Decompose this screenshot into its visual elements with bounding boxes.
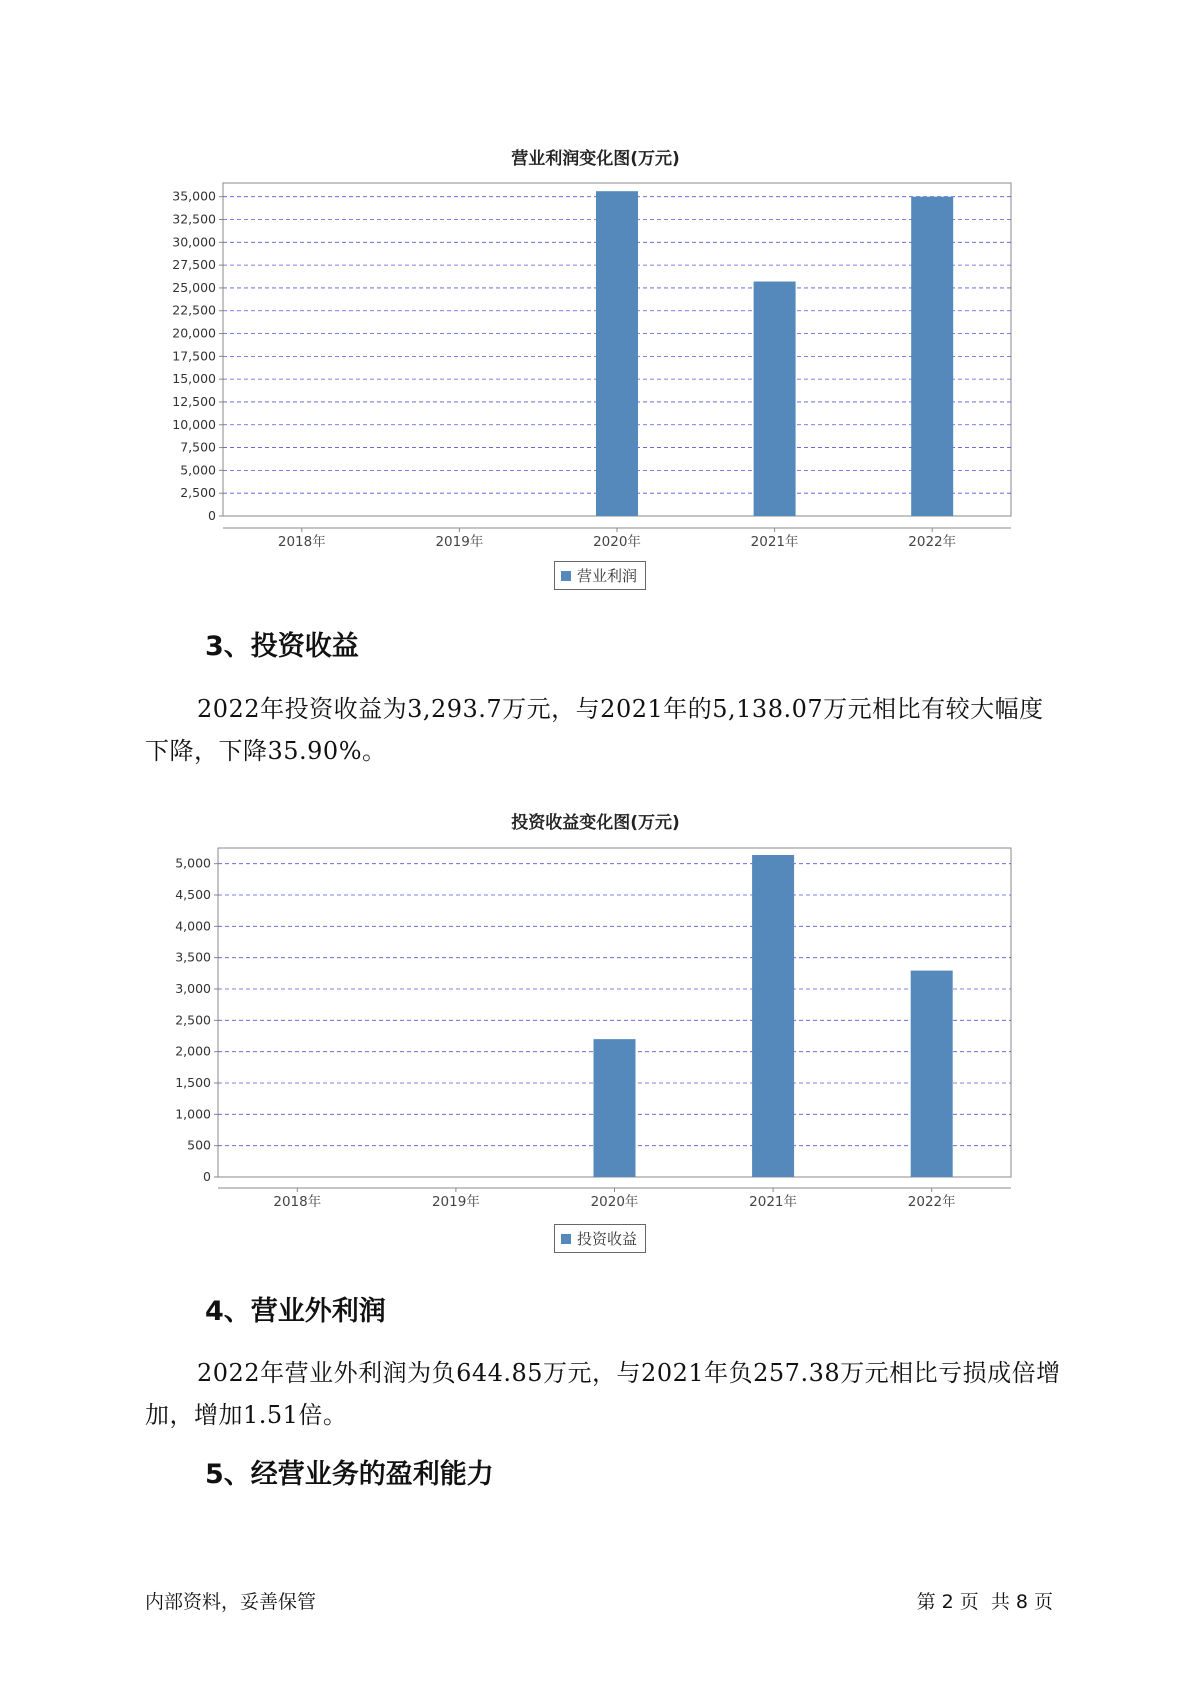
y-tick-label: 3,500	[175, 949, 211, 965]
x-tick-label: 2020年	[593, 534, 641, 550]
y-tick-label: 25,000	[172, 279, 216, 295]
x-tick-label: 2022年	[908, 534, 957, 550]
y-tick-label: 4,500	[175, 887, 211, 902]
y-tick-label: 15,000	[172, 371, 216, 387]
legend-swatch	[561, 571, 571, 581]
x-tick-label: 2019年	[431, 1194, 480, 1210]
bar	[752, 855, 794, 1177]
chart2-title: 投资收益变化图(万元)	[511, 813, 680, 833]
chart2-legend	[554, 1224, 646, 1253]
section4-paragraph: 2022年营业外利润为负644.85万元，与2021年负257.38万元相比亏损成倍增加，增加1.51倍。	[145, 1359, 1061, 1429]
section5-heading: 5、经营业务的盈利能力	[205, 1459, 494, 1490]
y-tick-label: 2,500	[175, 1012, 211, 1028]
y-tick-label: 7,500	[180, 439, 216, 455]
x-tick-label: 2019年	[435, 534, 484, 550]
section3-heading: 3、投资收益	[205, 631, 359, 662]
bar	[594, 1039, 636, 1177]
footer-confidential: 内部资料，妥善保管	[145, 1591, 317, 1613]
bar	[911, 971, 953, 1177]
bar	[596, 191, 638, 516]
y-tick-label: 1,000	[175, 1106, 211, 1122]
x-tick-label: 2021年	[750, 534, 799, 550]
y-tick-label: 27,500	[172, 257, 216, 273]
section3-paragraph: 2022年投资收益为3,293.7万元，与2021年的5,138.07万元相比有较大幅度下降，下降35.90%。	[145, 695, 1044, 765]
y-tick-label: 5,000	[180, 462, 216, 478]
y-tick-label: 500	[187, 1137, 211, 1153]
chart1-legend	[554, 561, 646, 590]
x-tick-label: 2018年	[277, 534, 326, 550]
y-tick-label: 0	[203, 1169, 211, 1184]
legend-swatch	[561, 1234, 571, 1244]
chart1-title: 营业利润变化图(万元)	[511, 149, 680, 169]
x-tick-label: 2022年	[907, 1194, 956, 1210]
x-tick-label: 2018年	[273, 1194, 322, 1210]
y-tick-label: 12,500	[172, 393, 216, 409]
chart2-legend-label: 投资收益	[577, 1230, 638, 1248]
operating-profit-chart	[0, 175, 1191, 555]
x-tick-label: 2021年	[749, 1194, 798, 1210]
y-tick-label: 35,000	[172, 188, 216, 204]
section4-heading: 4、营业外利润	[205, 1296, 386, 1327]
investment-income-chart	[0, 840, 1191, 1220]
y-tick-label: 2,500	[180, 485, 216, 501]
y-tick-label: 10,000	[172, 416, 216, 432]
chart1-legend-label: 营业利润	[577, 567, 638, 585]
y-tick-label: 17,500	[172, 348, 216, 364]
y-tick-label: 3,000	[175, 981, 211, 996]
y-tick-label: 20,000	[172, 325, 216, 341]
footer-page-number: 第 2 页 共 8 页	[916, 1591, 1053, 1613]
y-tick-label: 32,500	[172, 211, 216, 227]
y-tick-label: 22,500	[172, 302, 216, 318]
y-tick-label: 2,000	[175, 1043, 211, 1059]
y-tick-label: 30,000	[172, 234, 216, 250]
bar	[754, 282, 796, 516]
y-tick-label: 0	[208, 508, 216, 523]
y-tick-label: 1,500	[175, 1075, 211, 1090]
bar	[911, 197, 953, 516]
x-tick-label: 2020年	[590, 1194, 639, 1210]
y-tick-label: 4,000	[175, 918, 211, 934]
y-tick-label: 5,000	[175, 855, 211, 871]
